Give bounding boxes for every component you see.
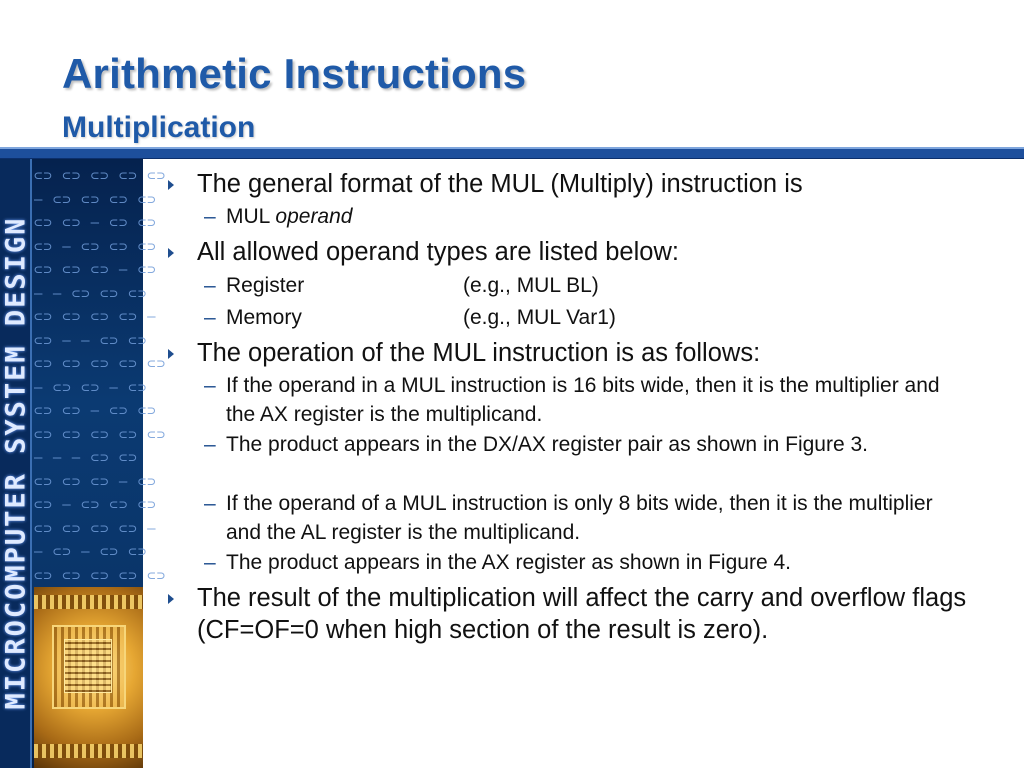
header-divider-bar	[0, 147, 1024, 159]
operand-type-example: (e.g., MUL BL)	[463, 274, 599, 297]
dash-icon: –	[204, 433, 216, 456]
sub-bullet-memory	[226, 304, 706, 333]
slide-subtitle: Multiplication	[62, 111, 256, 144]
sidebar-title: MICROCOMPUTER SYSTEM DESIGN	[0, 216, 32, 710]
bullet-arrow-icon	[168, 180, 174, 190]
dash-icon: –	[204, 492, 216, 515]
bullet-arrow-icon	[168, 349, 174, 359]
sub-bullet-register	[226, 272, 706, 301]
mul-keyword: MUL	[226, 205, 276, 228]
bullet-operand-types: All allowed operand types are listed below:	[197, 238, 679, 266]
dash-icon: –	[204, 374, 216, 397]
circuit-pattern: ⊂⊃ ⊂⊃ ⊂⊃ ⊂⊃ ⊂⊃ – ⊂⊃ ⊂⊃ ⊂⊃ ⊂⊃ ⊂⊃ ⊂⊃ – ⊂⊃ ⊂⊃ ⊂⊃ – ⊂⊃ ⊂⊃ ⊂⊃ ⊂⊃ ⊂⊃ ⊂⊃ – ⊂⊃ – – ⊂⊃ ⊂⊃ ⊂⊃ ⊂⊃ ⊂⊃ ⊂⊃ ⊂⊃ – ⊂⊃ – – ⊂⊃ ⊂⊃ ⊂⊃ ⊂⊃ ⊂⊃ ⊂⊃ ⊂⊃ – ⊂⊃ ⊂⊃ – ⊂⊃ ⊂⊃ ⊂⊃ – ⊂⊃ ⊂⊃ ⊂⊃ ⊂⊃ ⊂⊃ ⊂⊃ ⊂⊃ – – – ⊂⊃ ⊂⊃ ⊂⊃ ⊂⊃ ⊂⊃ – ⊂⊃ ⊂⊃ – ⊂⊃ ⊂⊃ ⊂⊃ ⊂⊃ ⊂⊃ ⊂⊃ ⊂⊃ – – ⊂⊃ – ⊂⊃ ⊂⊃ ⊂⊃ ⊂⊃ ⊂⊃ ⊂⊃ ⊂⊃	[34, 168, 167, 584]
bullet-result-flags: The result of the multiplication will affect the carry and overflow flags (CF=OF=0 when high section of the result is zero).	[197, 584, 967, 644]
dash-icon: –	[204, 274, 216, 297]
bullet-operation: The operation of the MUL instruction is as follows:	[197, 339, 761, 367]
sub-bullet-ax-product: The product appears in the AX register as shown in Figure 4.	[226, 551, 791, 574]
bullet-arrow-icon	[168, 248, 174, 258]
sidebar-title-strip	[0, 159, 32, 768]
operand-type-label: Memory	[226, 306, 302, 329]
bullet-arrow-icon	[168, 594, 174, 604]
sidebar-decoration	[0, 159, 167, 768]
slide-title: Arithmetic Instructions	[62, 50, 527, 97]
sub-bullet-mul-operand	[226, 203, 352, 232]
dash-icon: –	[204, 205, 216, 228]
operand-type-label: Register	[226, 274, 305, 297]
dash-icon: –	[204, 306, 216, 329]
sub-bullet-dxax-product: The product appears in the DX/AX register pair as shown in Figure 3.	[226, 433, 868, 456]
sub-bullet-8bit: If the operand of a MUL instruction is only 8 bits wide, then it is the multiplier and the AL register is the multiplicand.	[226, 492, 933, 544]
dash-icon: –	[204, 551, 216, 574]
cpu-chip-image	[34, 587, 143, 768]
sub-bullet-16bit: If the operand in a MUL instruction is 16 bits wide, then it is the multiplier and the AX register is the multiplicand.	[226, 374, 940, 426]
operand-word: operand	[275, 205, 353, 228]
operand-type-example: (e.g., MUL Var1)	[463, 306, 616, 329]
bullet-general-format: The general format of the MUL (Multiply) instruction is	[197, 170, 803, 198]
